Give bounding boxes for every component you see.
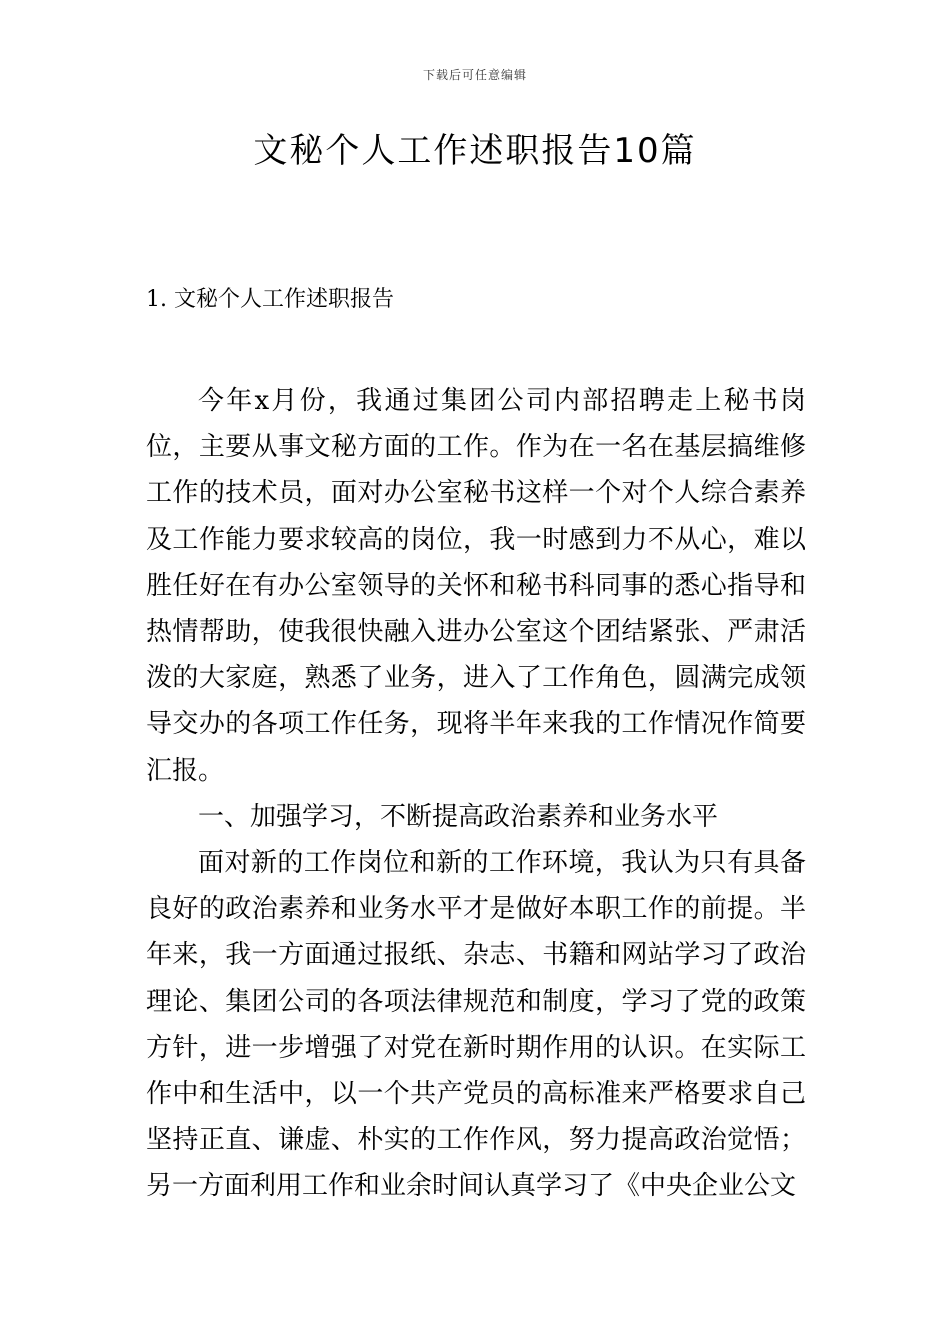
document-body <box>146 378 806 1210</box>
document-title: 文秘个人工作述职报告10篇 <box>253 131 697 171</box>
paragraph-subheading: 一、加强学习，不断提高政治素养和业务水平 <box>198 801 719 832</box>
section-heading: 1. 文秘个人工作述职报告 <box>146 287 394 312</box>
paragraph-study: 面对新的工作岗位和新的工作环境，我认为只有具备良好的政治素养和业务水平才是做好本职工作的前提。半年来，我一方面通过报纸、杂志、书籍和网站学习了政治理论、集团公司的各项法律规范和制度，学习了党的政策方针，进一步增强了对党在新时期作用的认识。在实际工作中和生活中，以一个共产党员的高标准来严格要求自己坚持正直、谦虚、朴实的工作作风，努力提高政治觉悟；另一方面利用工作和业余时间认真学习了《中央企业公文 <box>146 848 806 1202</box>
header-note: 下载后可任意编辑 <box>422 68 527 82</box>
paragraph-intro: 今年x月份，我通过集团公司内部招聘走上秘书岗位，主要从事文秘方面的工作。作为在一名在基层搞维修工作的技术员，面对办公室秘书这样一个对个人综合素养及工作能力要求较高的岗位，我一时感到力不从心，难以胜任好在有办公室领导的关怀和秘书科同事的悉心指导和热情帮助，使我很快融入进办公室这个团结紧张、严肃活泼的大家庭，熟悉了业务，进入了工作角色，圆满完成领导交办的各项工作任务，现将半年来我的工作情况作简要汇报。 <box>146 386 806 786</box>
